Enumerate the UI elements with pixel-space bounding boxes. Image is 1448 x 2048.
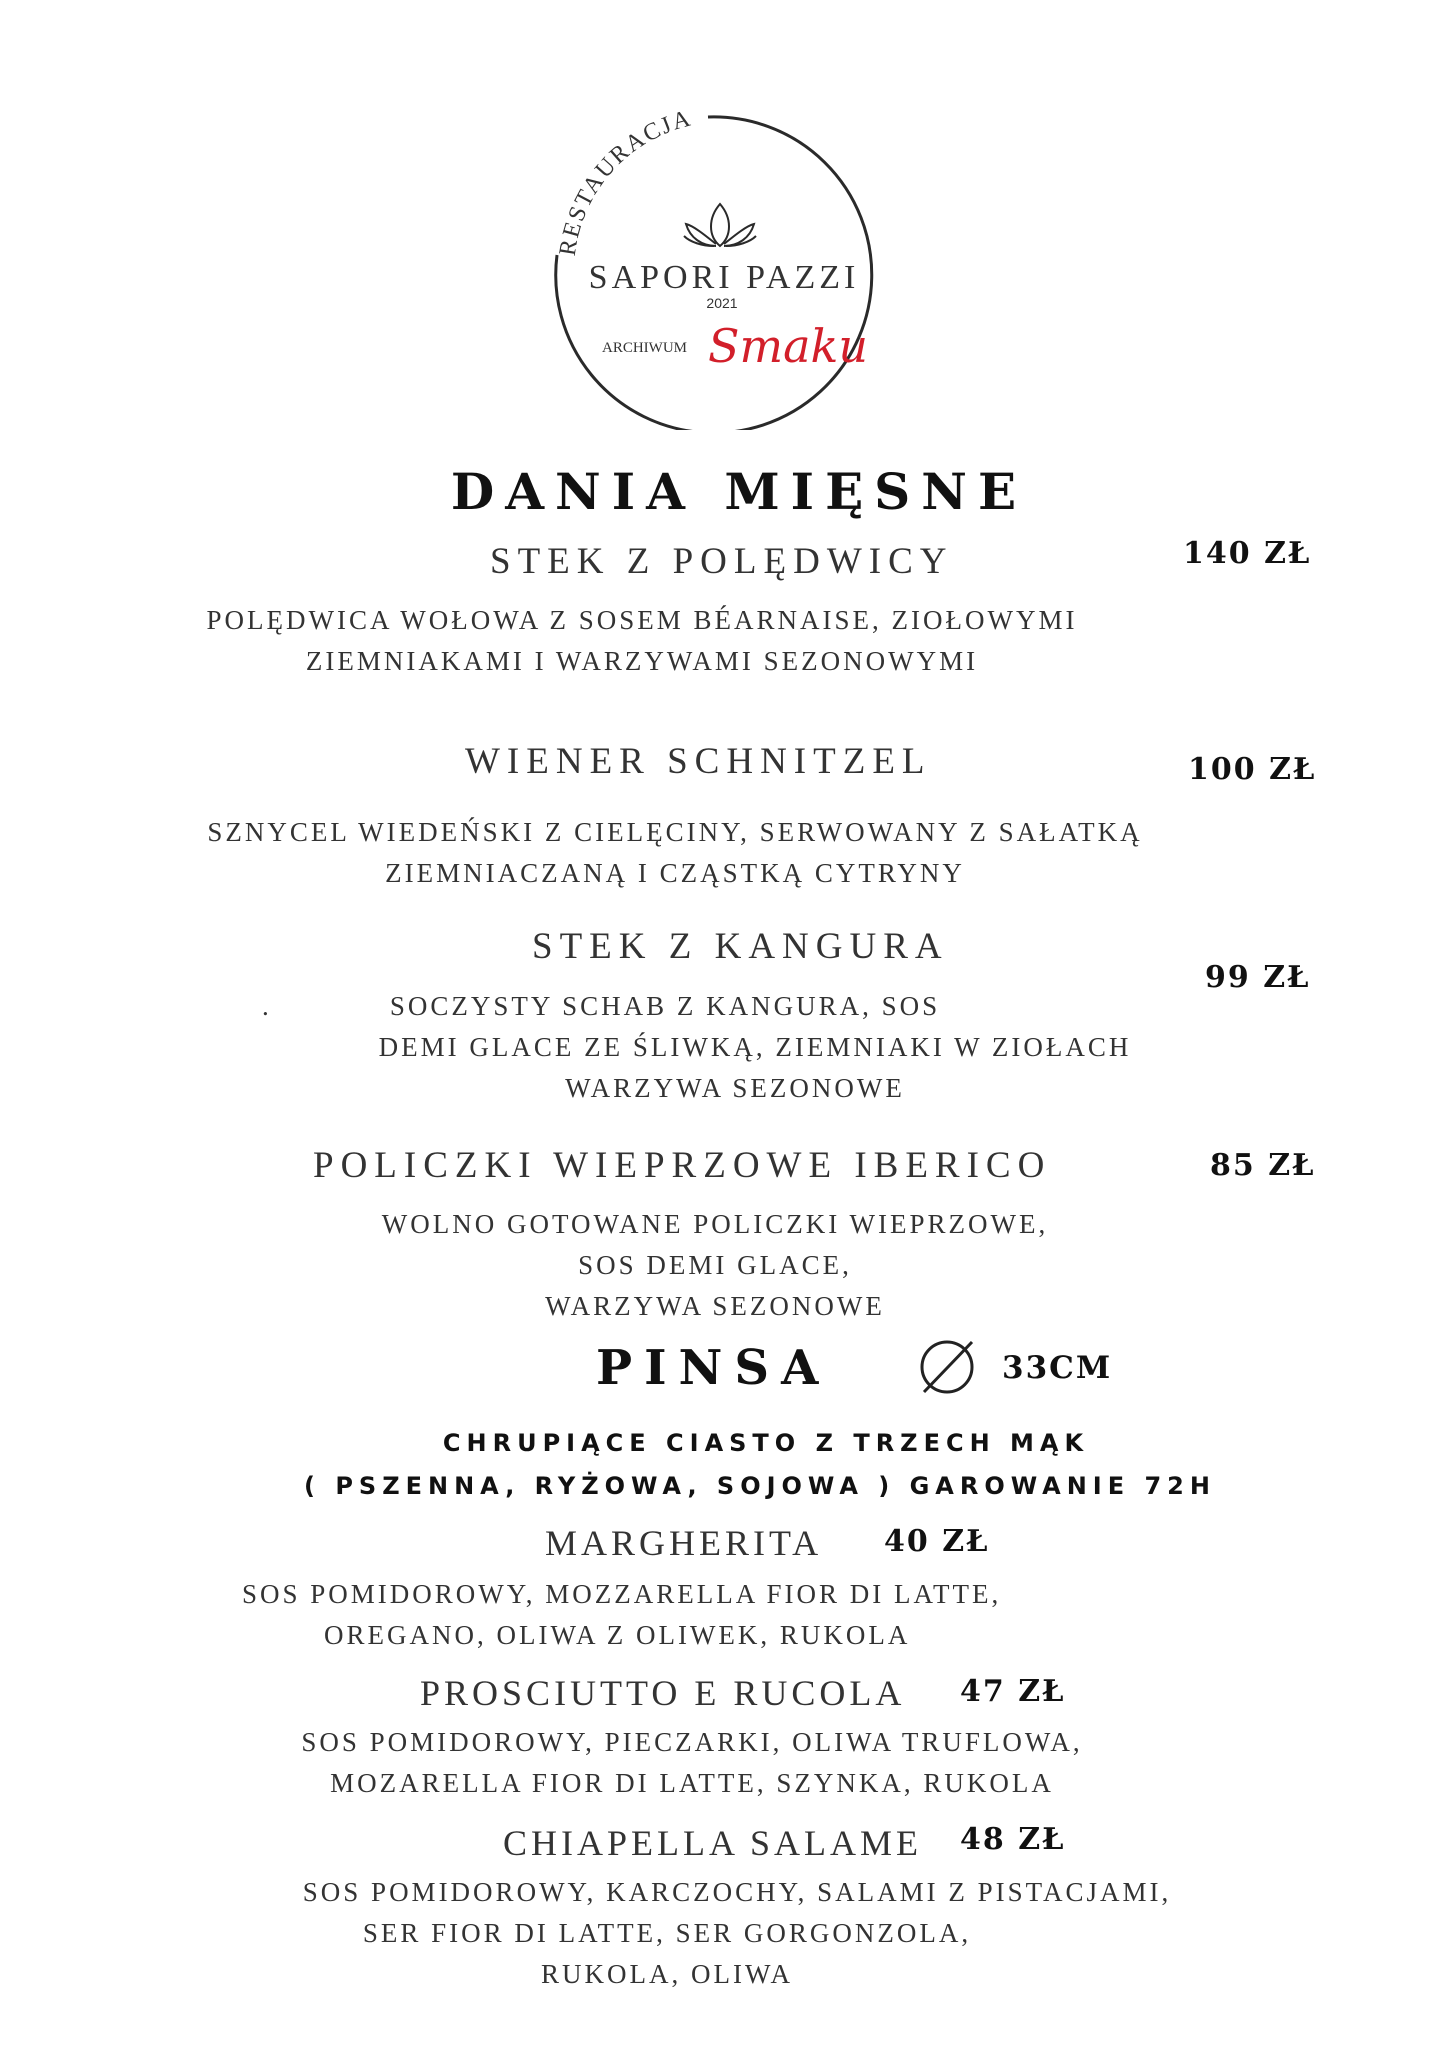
logo-restauracja: RESTAURACJA bbox=[554, 105, 695, 258]
description-line: ZIEMNIACZANĄ I CZĄSTKĄ CYTRYNY bbox=[385, 858, 965, 888]
description-line: OREGANO, OLIWA Z OLIWEK, RUKOLA bbox=[324, 1620, 911, 1650]
description-line: SOS DEMI GLACE, bbox=[578, 1250, 852, 1280]
description-line: WARZYWA SEZONOWE bbox=[545, 1291, 885, 1321]
pinsa-description bbox=[262, 1872, 1212, 1995]
description-line: SZNYCEL WIEDEŃSKI Z CIELĘCINY, SERWOWANY Z SAŁATKĄ bbox=[207, 817, 1143, 847]
description-line: ZIEMNIAKAMI I WARZYWAMI SEZONOWYMI bbox=[305, 646, 979, 676]
section-title-meat: DANIA MIĘSNE bbox=[450, 462, 1028, 521]
dish-name: STEK Z POLĘDWICY bbox=[490, 541, 954, 582]
pinsa-description bbox=[262, 1722, 1122, 1804]
description-line: DEMI GLACE ZE ŚLIWKĄ, ZIEMNIAKI W ZIOŁACH bbox=[378, 1032, 1132, 1062]
section-title-pinsa: PINSA bbox=[596, 1340, 831, 1396]
logo-graphic bbox=[540, 100, 900, 430]
note-line: CHRUPIĄCE CIASTO Z TRZECH MĄK bbox=[442, 1429, 1090, 1457]
dish-name: WIENER SCHNITZEL bbox=[465, 741, 932, 782]
description-line: SOS POMIDOROWY, KARCZOCHY, SALAMI Z PISTACJAMI, bbox=[302, 1877, 1172, 1907]
diameter-icon bbox=[918, 1338, 976, 1396]
dish-price: 99 ZŁ bbox=[1205, 960, 1311, 995]
pinsa-name: CHIAPELLA SALAME bbox=[503, 1823, 923, 1863]
pinsa-price: 40 ZŁ bbox=[884, 1524, 990, 1559]
description-line: SOCZYSTY SCHAB Z KANGURA, SOS bbox=[389, 991, 941, 1021]
description-line: SOS POMIDOROWY, MOZZARELLA FIOR DI LATTE, bbox=[242, 1579, 1002, 1609]
lotus-icon bbox=[684, 204, 756, 246]
description-line: WOLNO GOTOWANE POLICZKI WIEPRZOWE, bbox=[381, 1209, 1049, 1239]
dish-description bbox=[167, 600, 1117, 682]
dish-price: 85 ZŁ bbox=[1210, 1148, 1316, 1183]
pinsa-name: MARGHERITA bbox=[545, 1523, 823, 1563]
note-line: ( PSZENNA, RYŻOWA, SOJOWA ) GAROWANIE 72H bbox=[304, 1472, 1216, 1500]
pinsa-description bbox=[242, 1574, 1001, 1656]
pinsa-price: 47 ZŁ bbox=[960, 1674, 1066, 1709]
dish-price: 140 ZŁ bbox=[1183, 536, 1312, 571]
dish-price: 100 ZŁ bbox=[1188, 752, 1317, 787]
pinsa-price: 48 ZŁ bbox=[960, 1822, 1066, 1857]
description-line: SOS POMIDOROWY, PIECZARKI, OLIWA TRUFLOWA, bbox=[301, 1727, 1083, 1757]
logo-archiwum: ARCHIWUM bbox=[602, 340, 687, 356]
restaurant-logo bbox=[540, 100, 900, 430]
description-line: MOZARELLA FIOR DI LATTE, SZYNKA, RUKOLA bbox=[330, 1768, 1054, 1798]
pinsa-name: PROSCIUTTO E RUCOLA bbox=[420, 1673, 906, 1713]
description-line: RUKOLA, OLIWA bbox=[541, 1959, 793, 1989]
pinsa-size: 33CM bbox=[1002, 1350, 1113, 1386]
logo-name: SAPORI PAZZI bbox=[588, 259, 860, 296]
stray-dot: . bbox=[262, 991, 272, 1021]
dish-description bbox=[305, 986, 1165, 1109]
logo-year: 2021 bbox=[706, 295, 738, 311]
pinsa-dough-note bbox=[290, 1422, 1230, 1508]
logo-smaku: Smaku bbox=[708, 319, 869, 373]
description-line: SER FIOR DI LATTE, SER GORGONZOLA, bbox=[362, 1918, 972, 1948]
dish-name: POLICZKI WIEPRZOWE IBERICO bbox=[313, 1145, 1052, 1186]
dish-name: STEK Z KANGURA bbox=[532, 926, 949, 967]
dish-description bbox=[170, 812, 1180, 894]
description-line: POLĘDWICA WOŁOWA Z SOSEM BÉARNAISE, ZIOŁOWYMI bbox=[206, 605, 1078, 635]
description-line: WARZYWA SEZONOWE bbox=[565, 1073, 905, 1103]
dish-description bbox=[330, 1204, 1100, 1327]
